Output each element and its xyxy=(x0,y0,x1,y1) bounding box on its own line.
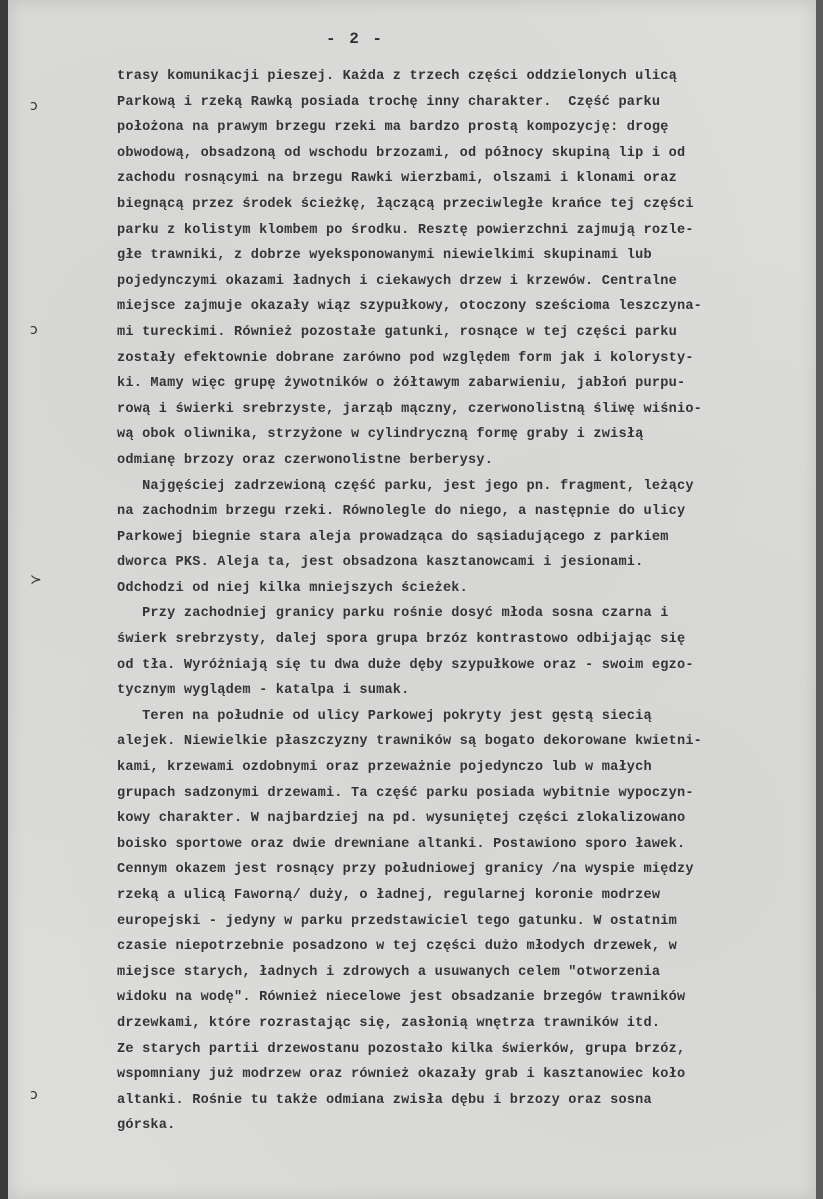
text-line: mi tureckimi. Również pozostałe gatunki, rosnące w tej części parku xyxy=(117,324,677,340)
text-line: głe trawniki, z dobrze wyeksponowanymi niewielkimi skupinami lub xyxy=(117,248,652,264)
document-page xyxy=(8,0,816,1199)
text-line: Odchodzi od niej kilka mniejszych ścieżek. xyxy=(117,580,469,596)
text-line: ki. Mamy więc grupę żywotników o żółtawym zabarwieniu, jabłoń purpu- xyxy=(117,376,686,392)
text-line: zostały efektownie dobrane zarówno pod względem form jak i kolorysty- xyxy=(117,350,694,366)
text-line: widoku na wodę". Również niecelowe jest obsadzanie brzegów trawników xyxy=(117,990,686,1006)
text-line: alejek. Niewielkie płaszczyzny trawników są bogato dekorowane kwietni- xyxy=(117,734,703,750)
margin-mark: ↄ xyxy=(30,322,38,338)
text-line: Ze starych partii drzewostanu pozostało kilka świerków, grupa brzóz, xyxy=(117,1041,686,1057)
text-line: na zachodnim brzegu rzeki. Równolegle do niego, a następnie do ulicy xyxy=(117,504,686,520)
text-line: parku z kolistym klombem po środku. Resztę powierzchni zajmują rozle- xyxy=(117,222,694,238)
margin-mark: ≻ xyxy=(30,572,42,588)
text-line: kami, krzewami ozdobnymi oraz przeważnie pojedynczo lub w małych xyxy=(117,760,652,776)
text-line: od tła. Wyróżniają się tu dwa duże dęby szypułkowe oraz - swoim egzo- xyxy=(117,657,694,673)
text-line: Parkową i rzeką Rawką posiada trochę inny charakter. Część parku xyxy=(117,94,661,110)
text-line: wspomniany już modrzew oraz również okazały grab i kasztanowiec koło xyxy=(117,1067,686,1083)
text-line: świerk srebrzysty, dalej spora grupa brzóz kontrastowo odbijając się xyxy=(117,632,686,648)
text-line: odmianę brzozy oraz czerwonolistne berberysy. xyxy=(117,452,494,468)
text-line: górska. xyxy=(117,1118,176,1134)
text-line: europejski - jedyny w parku przedstawiciel tego gatunku. W ostatnim xyxy=(117,913,677,929)
text-line: rową i świerki srebrzyste, jarząb mączny, czerwonolistną śliwę wiśnio- xyxy=(117,401,703,417)
margin-mark: ↄ xyxy=(30,1087,38,1103)
typewritten-body xyxy=(117,64,823,1139)
text-line: grupach sadzonymi drzewami. Ta część parku posiada wybitnie wypoczyn- xyxy=(117,785,694,801)
page-number: - 2 - xyxy=(326,30,385,48)
scan-left-edge xyxy=(0,0,8,1199)
text-line: położona na prawym brzegu rzeki ma bardzo prostą kompozycję: drogę xyxy=(117,120,669,136)
margin-mark: ↄ xyxy=(30,98,38,114)
text-line: Przy zachodniej granicy parku rośnie dosyć młoda sosna czarna i xyxy=(117,606,669,622)
text-line: miejsce zajmuje okazały wiąz szypułkowy, otoczony sześcioma leszczyna- xyxy=(117,299,703,315)
text-line: zachodu rosnącymi na brzegu Rawki wierzbami, olszami i klonami oraz xyxy=(117,171,677,187)
text-line: Parkowej biegnie stara aleja prowadząca do sąsiadującego z parkiem xyxy=(117,529,669,545)
text-line: biegnącą przez środek ścieżkę, łączącą przeciwległe krańce tej części xyxy=(117,196,694,212)
text-line: obwodową, obsadzoną od wschodu brzozami, od północy skupiną lip i od xyxy=(117,145,686,161)
text-line: tycznym wyglądem - katalpa i sumak. xyxy=(117,683,410,699)
text-line: Najgęściej zadrzewioną część parku, jest jego pn. fragment, leżący xyxy=(117,478,694,494)
text-line: trasy komunikacji pieszej. Każda z trzech części oddzielonych ulicą xyxy=(117,69,677,84)
text-line: altanki. Rośnie tu także odmiana zwisła dębu i brzozy oraz sosna xyxy=(117,1092,652,1108)
text-line: rzeką a ulicą Faworną/ duży, o ładnej, regularnej koronie modrzew xyxy=(117,888,661,903)
text-line: drzewkami, które rozrastając się, zasłonią wnętrza trawników itd. xyxy=(117,1015,661,1031)
text-line: pojedynczymi okazami ładnych i ciekawych drzew i krzewów. Centralne xyxy=(117,273,677,289)
text-line: Cennym okazem jest rosnący przy południowej granicy /na wyspie między xyxy=(117,862,694,878)
text-line: dworca PKS. Aleja ta, jest obsadzona kasztanowcami i jesionami. xyxy=(117,555,644,571)
text-line: kowy charakter. W najbardziej na pd. wysuniętej części zlokalizowano xyxy=(117,811,686,827)
text-line: Teren na południe od ulicy Parkowej pokryty jest gęstą siecią xyxy=(117,708,652,724)
text-line: boisko sportowe oraz dwie drewniane altanki. Postawiono sporo ławek. xyxy=(117,836,686,852)
text-line: wą obok oliwnika, strzyżone w cylindryczną formę graby i zwisłą xyxy=(117,427,644,443)
text-line: miejsce starych, ładnych i zdrowych a usuwanych celem "otworzenia xyxy=(117,964,661,980)
text-line: czasie niepotrzebnie posadzono w tej części dużo młodych drzewek, w xyxy=(117,939,677,955)
scan-right-edge xyxy=(816,0,823,1199)
